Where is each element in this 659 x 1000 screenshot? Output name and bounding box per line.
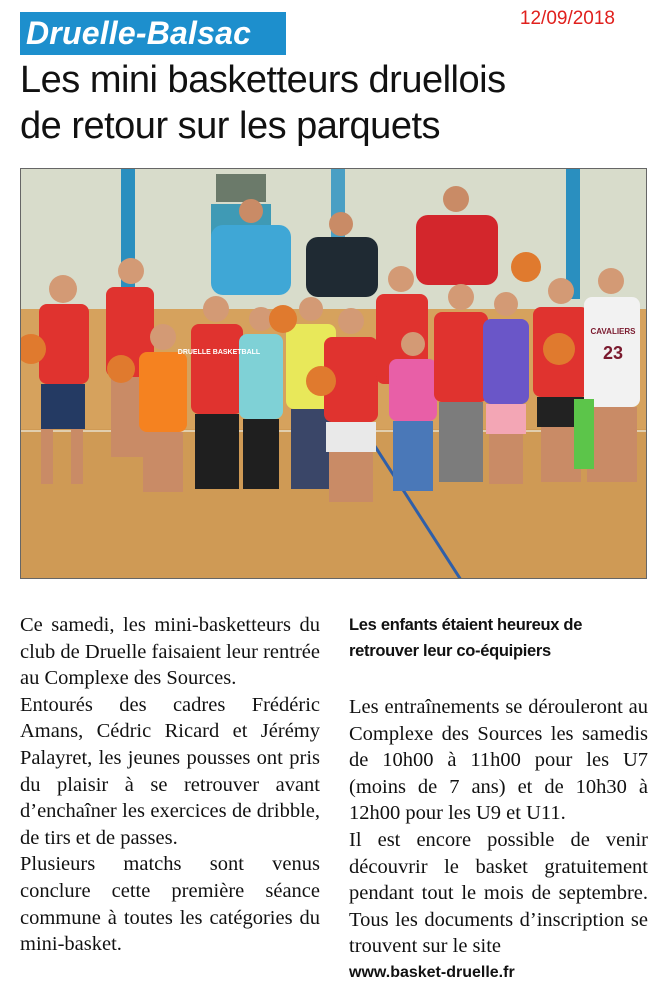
article-column-right: [349, 612, 648, 987]
headline-line-1: Les mini basketteurs druellois: [20, 59, 506, 101]
article-column-left: [20, 612, 320, 958]
subheadline: Les enfants étaient heureux de retrouver leur co-équipiers: [349, 616, 583, 660]
publication-date: 12/09/2018: [519, 8, 615, 29]
headline: [20, 57, 640, 149]
paragraph-3: Plusieurs matchs sont venus conclure cette première séance commune à toutes les catégories du mini-basket.: [20, 853, 320, 956]
jersey-text: DRUELLE BASKETBALL: [177, 349, 261, 356]
paragraph-5: Il est encore possible de venir découvrir le basket gratuitement pendant tout le mois de septembre. Tous les documents d’inscription se trouvent sur le site: [349, 828, 648, 958]
paragraph-4: Les entraînements se dérouleront au Complexe des Sources les samedis de 10h00 à 11h00 pour les U7 (moins de 7 ans) et de 10h30 à 12h00 pour les U9 et U11.: [349, 696, 648, 825]
paragraph-2: Entourés des cadres Frédéric Amans, Cédric Ricard et Jérémy Palayret, les jeunes pousses ont pris du plaisir à se retrouver avant d’enchaîner les exercices de dribble, de tirs et de passes.: [20, 693, 320, 849]
website-link[interactable]: www.basket-druelle.fr: [349, 963, 515, 981]
team-photo: [20, 168, 647, 579]
jersey-team: CAVALIERS: [590, 327, 636, 336]
jersey-number: 23: [602, 343, 624, 363]
paragraph-1: Ce samedi, les mini-basketteurs du club de Druelle faisaient leur rentrée au Complexe des Sources.: [20, 614, 320, 690]
headline-line-2: de retour sur les parquets: [20, 105, 441, 147]
section-tag: Druelle-Balsac: [20, 12, 286, 55]
